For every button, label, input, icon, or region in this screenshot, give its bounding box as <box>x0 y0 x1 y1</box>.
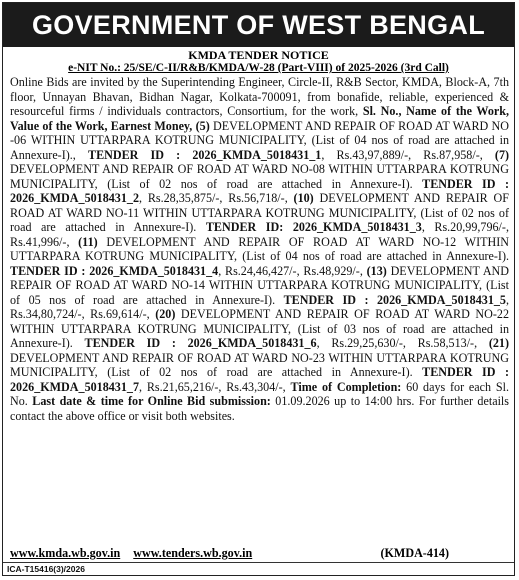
kmda-website-link[interactable]: www.kmda.wb.gov.in <box>10 546 121 560</box>
completion-text: 60 days for each Sl. No. <box>10 379 509 408</box>
last-date-label: Last date & time for Online Bid submission: <box>32 394 271 408</box>
work-item: (5) DEVELOPMENT AND REPAIR OF ROAD AT WARD NO -06 WITHIN UTTARPARA KOTRUNG MUNICIPALITY, (List of 04 nos of road are attached in Annexure-I)., TENDER ID : 2026_KMDA_5018431_1, Rs.43,97,889/-, Rs.87,958/-, <box>10 118 509 162</box>
earnest-money: Rs.41,996/- <box>10 234 67 249</box>
work-value: Rs.43,97,889/- <box>336 147 409 162</box>
notice-title: KMDA TENDER NOTICE <box>188 48 329 62</box>
work-item: (11) DEVELOPMENT AND REPAIR OF ROAD AT WARD NO-12 WITHIN UTTARPARA KOTRUNG MUNICIPALITY, (List of 04 nos of road are attached in Annexure-I). TENDER ID : 2026_KMDA_5018431_4, Rs.24,46,427/-, Rs.48,929/-, <box>10 234 509 278</box>
earnest-money: Rs.69,614/- <box>90 307 147 321</box>
work-value: Rs.20,99,796/- <box>434 220 506 234</box>
work-item: (13) DEVELOPMENT AND REPAIR OF ROAD AT WARD NO-14 WITHIN UTTARPARA KOTRUNG MUNICIPALITY, (List of 05 nos of road are attached in Annexure-I). TENDER ID : 2026_KMDA_5018431_5, Rs.34,80,724/-, Rs.69,614/-, <box>10 263 510 321</box>
completion-label: Time of Completion: <box>290 379 402 394</box>
tenders-website-link[interactable]: www.tenders.wb.gov.in <box>133 546 253 560</box>
tender-id: TENDER ID : 2026_KMDA_5018431_5 <box>283 292 506 307</box>
columns-label: Sl. No., Name of the Work, Value of the Work, Earnest Money, <box>10 104 509 133</box>
notice-body <box>10 75 509 423</box>
tender-id: TENDER ID : 2026_KMDA_5018431_1 <box>88 147 322 162</box>
last-date-text: 01.09.2026 up to 14:00 hrs. For further details contact the above office or visit both websites. <box>10 394 509 423</box>
tender-id: TENDER ID : 2026_KMDA_5018431_6 <box>84 336 317 350</box>
work-value: Rs.24,46,427/- <box>225 263 297 278</box>
earnest-money: Rs.58,513/- <box>417 336 475 350</box>
ica-code: ICA-T15416(3)/2026 <box>7 564 85 574</box>
work-item: (21) DEVELOPMENT AND REPAIR OF ROAD AT WARD NO-23 WITHIN UTTARPARA KOTRUNG MUNICIPALITY, (List of 02 nos of road are attached in Annexure-I). TENDER ID : 2026_KMDA_5018431_7, Rs.21,65,216/-, Rs.43,304/-, <box>10 336 509 394</box>
work-value: Rs.34,80,724/- <box>10 307 82 321</box>
earnest-money: Rs.56,718/- <box>228 191 285 205</box>
intro-text: Online Bids are invited by the Superintending Engineer, Circle-II, R&B Sector, KMDA, Block-A, 7th floor, Unnayan Bhavan, Bidhan Nagar, Kolkata-700091, from bonafide, reliable, experienced & resourceful firms / individuals contractors, Consortium, for the work, <box>10 75 509 118</box>
work-value: Rs.29,25,630/- <box>331 336 403 350</box>
work-item: (10) DEVELOPMENT AND REPAIR OF ROAD AT WARD NO-11 WITHIN UTTARPARA KOTRUNG MUNICIPALITY, (List of 02 nos of road are attached in Annexure-I). TENDER ID: 2026_KMDA_5018431_3, Rs.20,99,796/-, Rs.41,996/-, <box>10 191 510 249</box>
work-value: Rs.21,65,216/- <box>146 379 219 394</box>
tender-notice <box>2 2 515 576</box>
work-item: (20) DEVELOPMENT AND REPAIR OF ROAD AT WARD NO-22 WITHIN UTTARPARA KOTRUNG MUNICIPALITY, (List of 03 nos of road are attached in Annexure-I). TENDER ID : 2026_KMDA_5018431_6, Rs.29,25,630/-, Rs.58,513/-, <box>10 307 510 350</box>
tender-id: TENDER ID : 2026_KMDA_5018431_2 <box>10 176 509 205</box>
earnest-money: Rs.87,958/- <box>423 147 480 162</box>
footer-links <box>10 546 509 561</box>
footer-divider <box>3 562 514 563</box>
enit-number: e-NIT No.: 25/SE/C-II/R&B/KMDA/W-28 (Part-VIII) of 2025-2026 (3rd Call) <box>68 62 449 74</box>
tender-id: TENDER ID : 2026_KMDA_5018431_4 <box>10 263 219 278</box>
government-header: GOVERNMENT OF WEST BENGAL <box>3 3 514 47</box>
tender-id: TENDER ID : 2026_KMDA_5018431_7 <box>10 365 509 394</box>
earnest-money: Rs.43,304/- <box>226 379 283 394</box>
work-item: (7) DEVELOPMENT AND REPAIR OF ROAD AT WARD NO-08 WITHIN UTTARPARA KOTRUNG MUNICIPALITY, (List of 02 nos of road are attached in Annexure-I). TENDER ID : 2026_KMDA_5018431_2, Rs.28,35,875/-, Rs.56,718/-, <box>10 147 510 205</box>
tender-id: TENDER ID: 2026_KMDA_5018431_3 <box>205 220 422 234</box>
work-value: Rs.28,35,875/- <box>147 191 220 205</box>
earnest-money: Rs.48,929/- <box>303 263 360 278</box>
kmda-code: (KMDA-414) <box>380 546 449 560</box>
